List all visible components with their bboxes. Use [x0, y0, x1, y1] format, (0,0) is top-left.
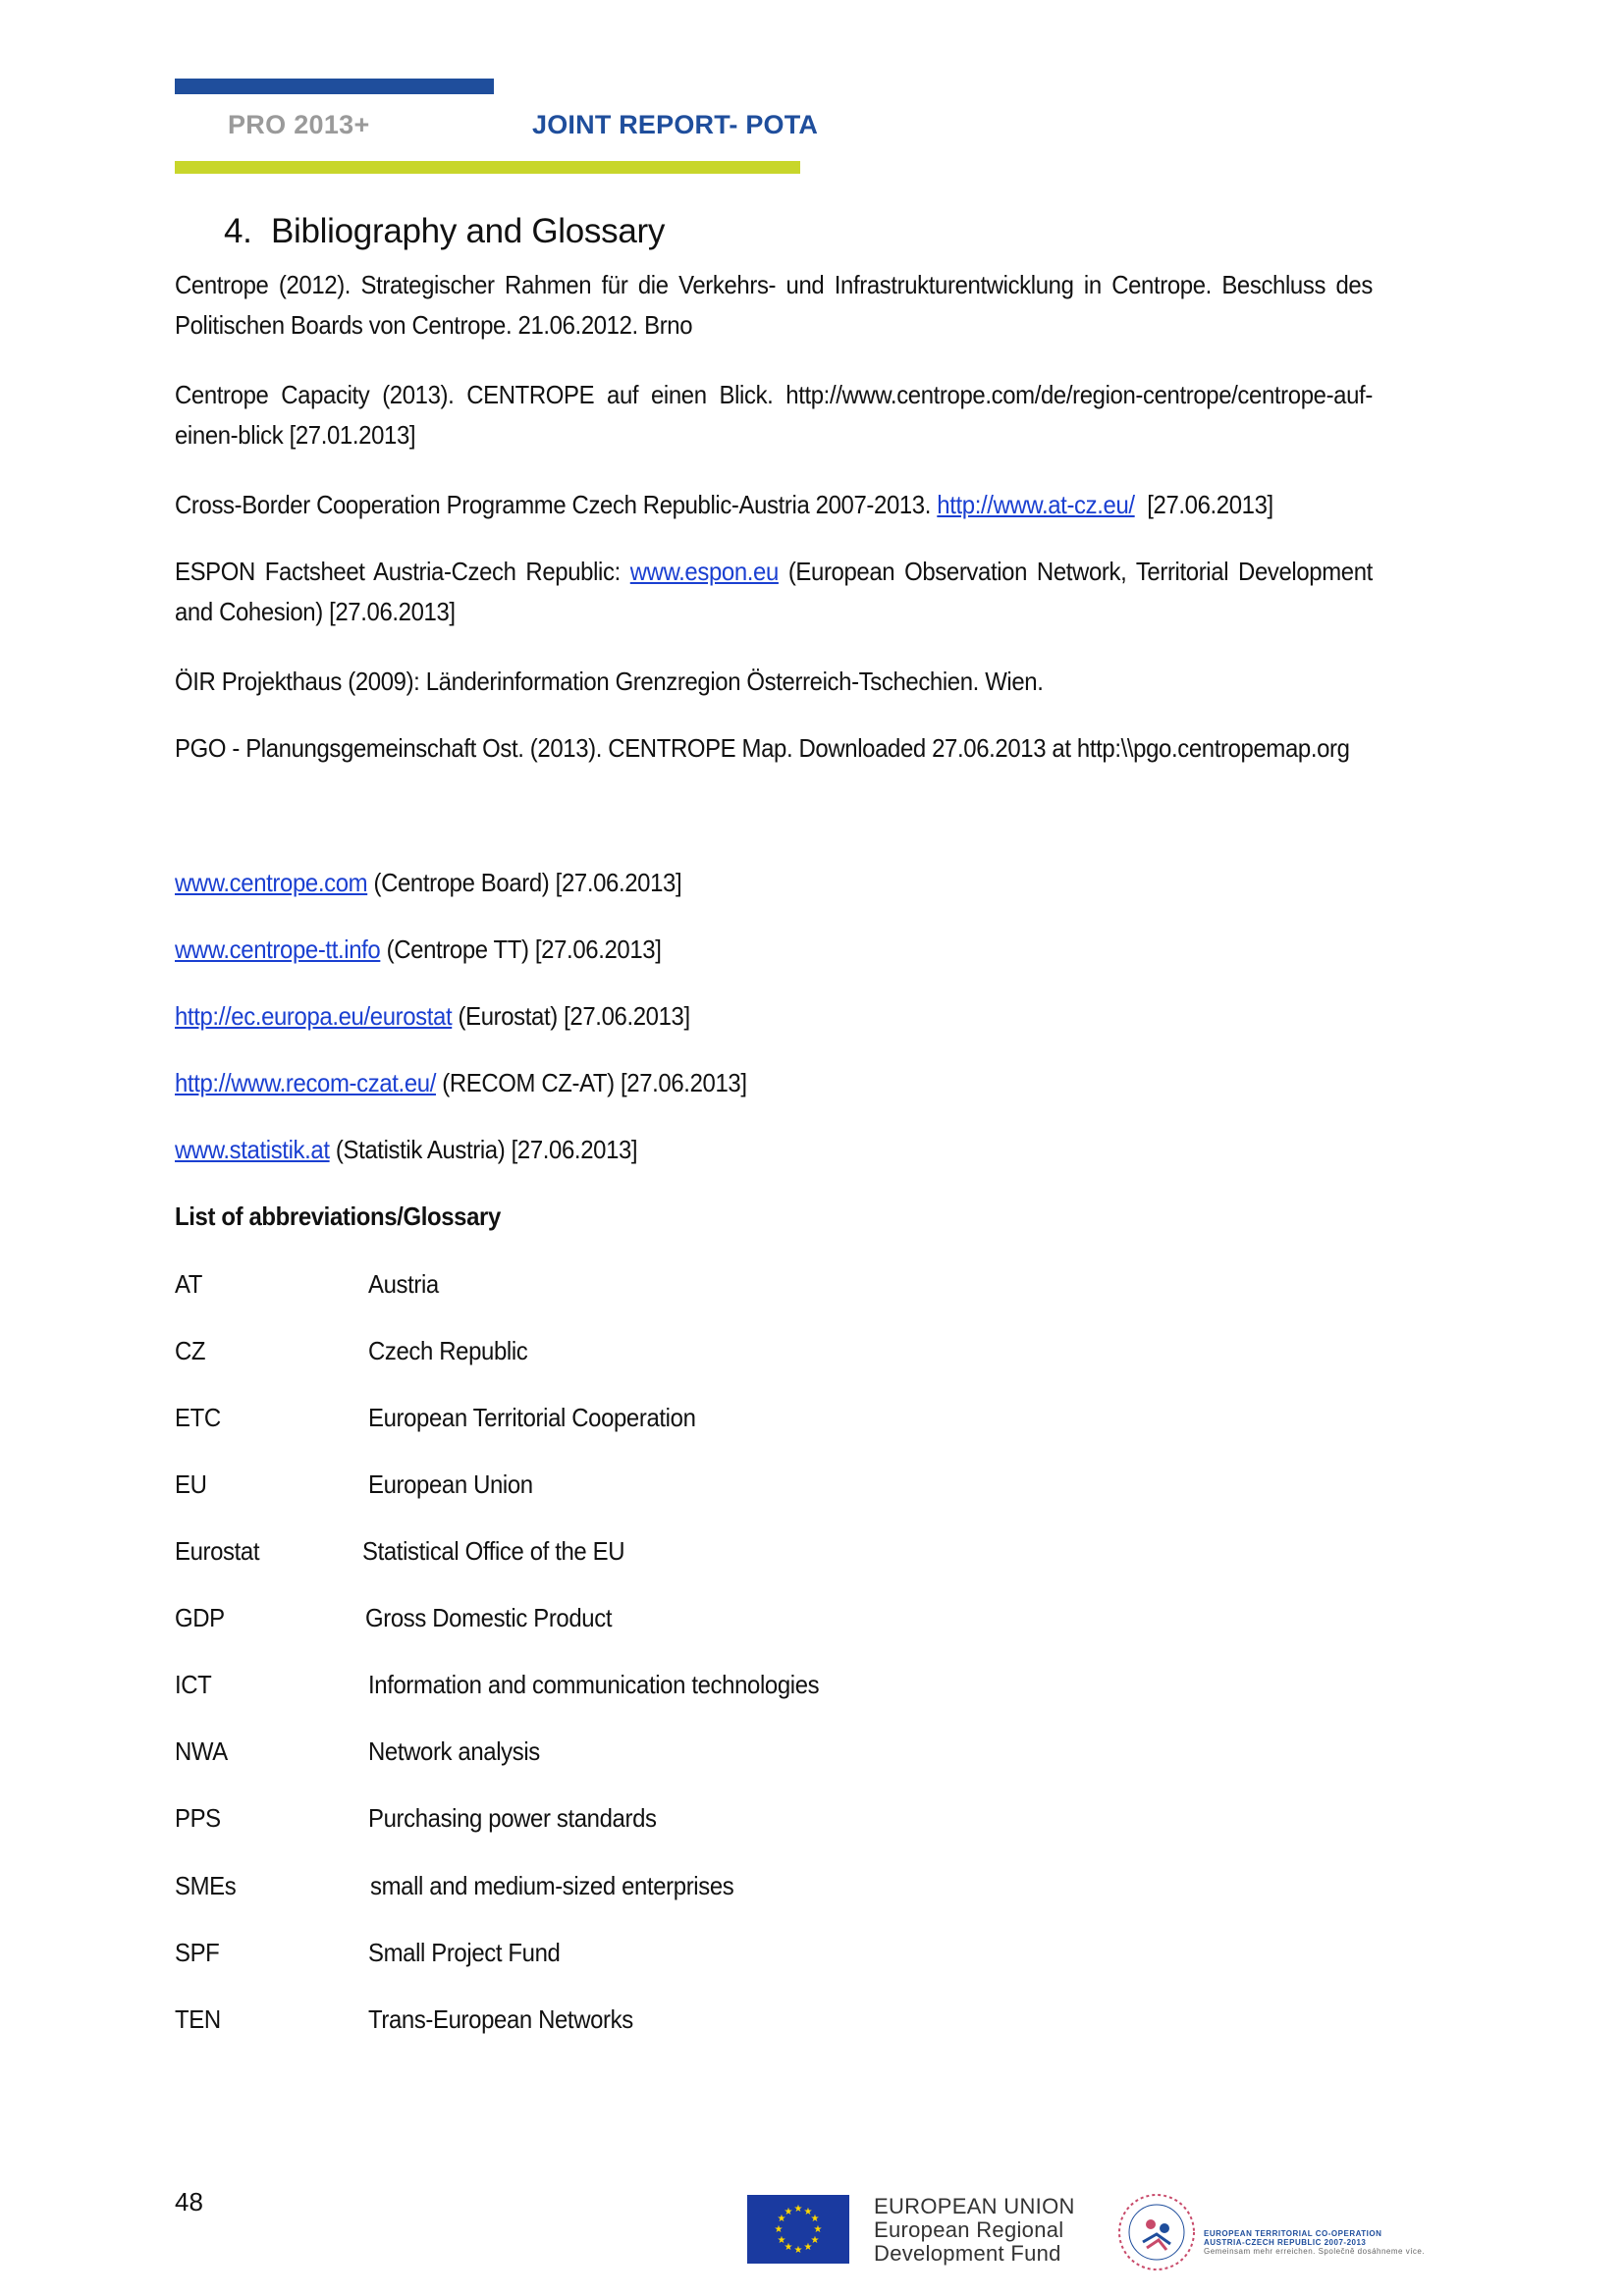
glossary-abbr: PPS — [175, 1803, 221, 1833]
bib-entry-rest: (European Observation Network, Territorial Development and Cohesion) [27.06.2013] — [175, 557, 1373, 626]
link-recom[interactable]: http://www.recom-czat.eu/ — [175, 1068, 436, 1097]
link-eurostat[interactable]: http://ec.europa.eu/eurostat — [175, 1001, 453, 1031]
bib-entry-centrope-capacity: Centrope Capacity (2013). CENTROPE auf einen Blick. http://www.centrope.com/de/region-centrope/centrope-auf-einen-blick [27.01.2013] — [175, 380, 1373, 450]
glossary-abbr: Eurostat — [175, 1536, 260, 1566]
glossary-definition: Gross Domestic Product — [365, 1603, 613, 1632]
glossary-abbr: TEN — [175, 2004, 221, 2034]
link-at-cz[interactable]: http://www.at-cz.eu/ — [937, 490, 1135, 519]
svg-text:★: ★ — [777, 2214, 786, 2224]
glossary-abbr: NWA — [175, 1736, 228, 1766]
svg-text:★: ★ — [784, 2207, 793, 2217]
bib-entry-espon — [175, 552, 1373, 632]
web-link-desc: (Centrope TT) [27.06.2013] — [386, 934, 662, 964]
glossary-definition: Austria — [368, 1269, 439, 1299]
glossary-definition: Small Project Fund — [368, 1938, 561, 1967]
header-blue-bar — [175, 79, 494, 94]
bib-entry-pgo: PGO - Planungsgemeinschaft Ost. (2013). CENTROPE Map. Downloaded 27.06.2013 at http:\\pgo.centropemap.org — [175, 733, 1350, 763]
web-link-row — [175, 1063, 747, 1103]
eu-line-1: EUROPEAN UNION — [874, 2194, 1075, 2218]
svg-text:★: ★ — [803, 2242, 813, 2253]
bib-entry-oir: ÖIR Projekthaus (2009): Länderinformation Grenzregion Österreich-Tschechien. Wien. — [175, 667, 1044, 696]
link-statistik[interactable]: www.statistik.at — [175, 1135, 330, 1164]
header-report-title: JOINT REPORT- POTA — [532, 110, 819, 139]
etc-label — [1204, 2229, 1425, 2256]
svg-text:★: ★ — [777, 2235, 786, 2246]
glossary-definition: Information and communication technologies — [368, 1670, 820, 1699]
link-espon[interactable]: www.espon.eu — [629, 557, 779, 586]
svg-text:★: ★ — [793, 2245, 803, 2256]
web-link-row — [175, 1130, 637, 1170]
bib-entry-centrope-2012: Centrope (2012). Strategischer Rahmen für die Verkehrs- und Infrastrukturentwicklung in Centrope. Beschluss des Politischen Boards von Centrope. 21.06.2012. Brno — [175, 270, 1373, 340]
glossary-abbr: ICT — [175, 1670, 212, 1699]
eu-line-3: Development Fund — [874, 2241, 1061, 2266]
bib-entry-text: ESPON Factsheet Austria-Czech Republic: — [175, 557, 621, 586]
glossary-abbr: SPF — [175, 1938, 220, 1967]
bib-entry-text: Cross-Border Cooperation Programme Czech Republic-Austria 2007-2013. — [175, 490, 932, 519]
bib-entry-cbc-programme — [175, 485, 1273, 525]
glossary-abbr: SMEs — [175, 1871, 237, 1900]
svg-text:★: ★ — [793, 2204, 803, 2215]
glossary-definition: Statistical Office of the EU — [362, 1536, 625, 1566]
svg-text:★: ★ — [813, 2224, 823, 2235]
svg-text:★: ★ — [810, 2235, 820, 2246]
cz-at-cooperation-logo-icon — [1109, 2185, 1204, 2279]
svg-text:★: ★ — [784, 2242, 793, 2253]
web-link-row — [175, 930, 662, 970]
svg-text:★: ★ — [810, 2214, 820, 2224]
glossary-abbr: ETC — [175, 1403, 221, 1432]
eu-line-2: European Regional — [874, 2217, 1064, 2242]
web-link-desc: (Centrope Board) [27.06.2013] — [373, 868, 682, 897]
web-link-desc: (RECOM CZ-AT) [27.06.2013] — [442, 1068, 747, 1097]
glossary-definition: Trans-European Networks — [368, 2004, 633, 2034]
glossary-definition: European Union — [368, 1469, 533, 1499]
bib-entry-date: [27.06.2013] — [1147, 490, 1273, 519]
page-number: 48 — [175, 2187, 203, 2216]
etc-line-3: Gemeinsam mehr erreichen. Společně dosáhneme více. — [1204, 2247, 1426, 2256]
glossary-title: List of abbreviations/Glossary — [175, 1201, 501, 1231]
glossary-abbr: CZ — [175, 1336, 206, 1365]
etc-line-2: AUSTRIA-CZECH REPUBLIC 2007-2013 — [1204, 2238, 1367, 2247]
glossary-definition: European Territorial Cooperation — [368, 1403, 696, 1432]
etc-line-1: EUROPEAN TERRITORIAL CO-OPERATION — [1204, 2229, 1382, 2238]
svg-text:★: ★ — [774, 2224, 784, 2235]
glossary-abbr: EU — [175, 1469, 207, 1499]
glossary-abbr: GDP — [175, 1603, 225, 1632]
link-centrope[interactable]: www.centrope.com — [175, 868, 368, 897]
glossary-abbr: AT — [175, 1269, 203, 1299]
glossary-definition: small and medium-sized enterprises — [370, 1871, 734, 1900]
glossary-definition: Czech Republic — [368, 1336, 528, 1365]
glossary-definition: Purchasing power standards — [368, 1803, 657, 1833]
svg-text:★: ★ — [803, 2207, 813, 2217]
glossary-definition: Network analysis — [368, 1736, 540, 1766]
section-number: 4. — [224, 212, 252, 250]
section-heading — [224, 212, 665, 251]
web-link-desc: (Eurostat) [27.06.2013] — [458, 1001, 690, 1031]
section-title: Bibliography and Glossary — [271, 212, 666, 250]
link-centrope-tt[interactable]: www.centrope-tt.info — [175, 934, 381, 964]
eu-flag-icon — [747, 2195, 849, 2264]
header-program-title: PRO 2013+ — [228, 110, 370, 139]
web-link-desc: (Statistik Austria) [27.06.2013] — [335, 1135, 638, 1164]
eu-fund-label — [874, 2195, 1075, 2266]
header-green-bar — [175, 161, 800, 174]
web-link-row — [175, 996, 690, 1037]
web-link-row — [175, 863, 681, 903]
